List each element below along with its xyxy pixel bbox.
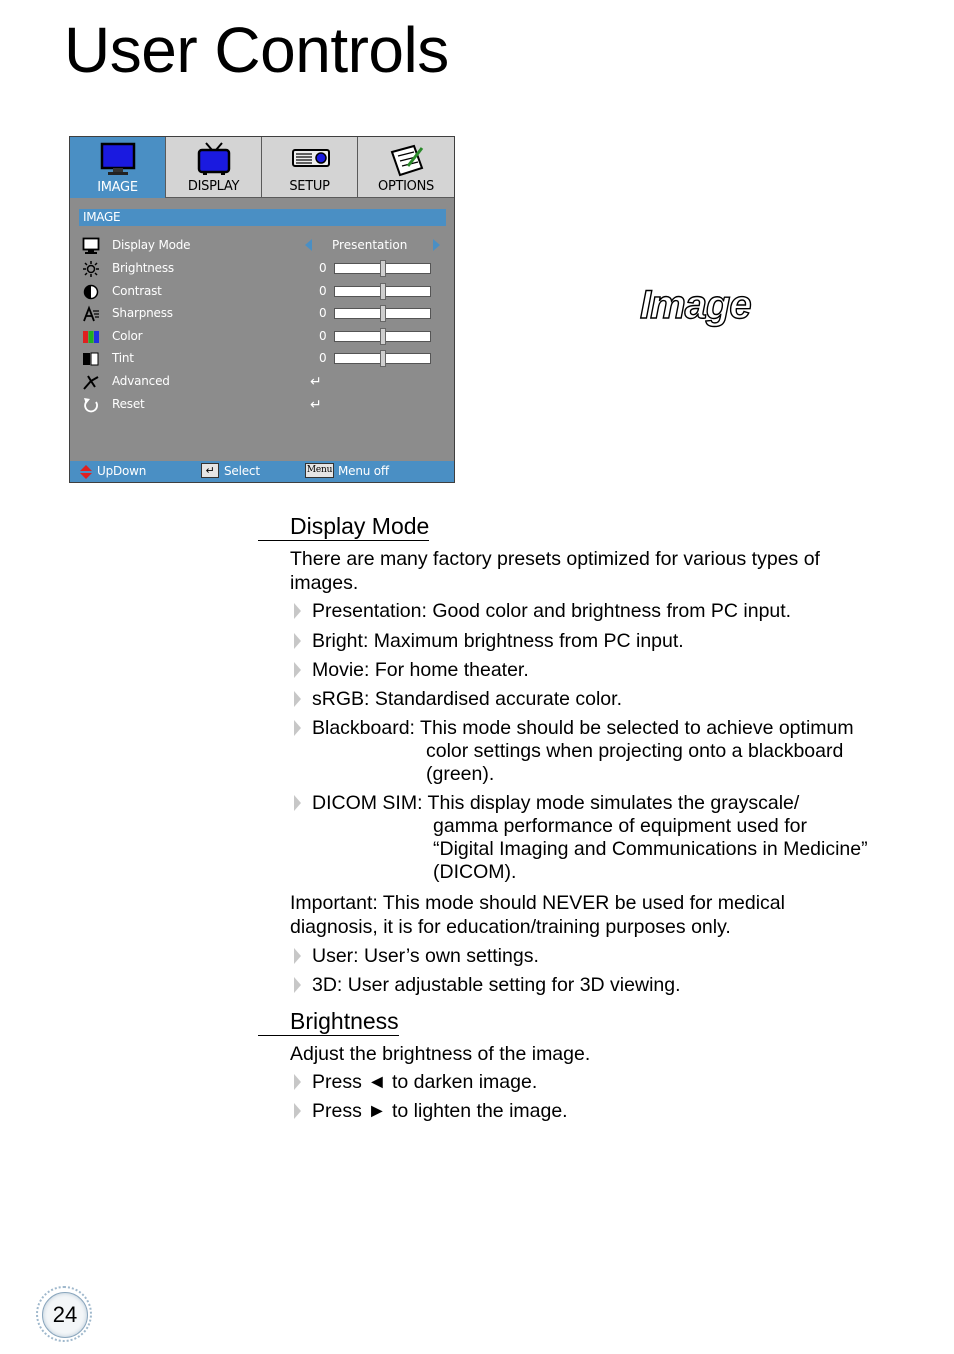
bullet-arrow-icon xyxy=(294,691,301,707)
brightness-intro: Adjust the brightness of the image. xyxy=(290,1043,591,1065)
slider-knob[interactable] xyxy=(380,260,386,277)
bullet-arrow-icon xyxy=(294,1074,301,1090)
updown-hint: UpDown xyxy=(97,464,147,478)
display-mode-icon xyxy=(82,237,100,255)
enter-icon: ↵ xyxy=(310,397,322,413)
bullet-arrow-icon xyxy=(294,1103,301,1119)
list-item xyxy=(294,792,868,884)
right-arrow-icon[interactable] xyxy=(433,239,440,251)
brightness-heading-text: Brightness xyxy=(290,1008,399,1034)
slider-knob[interactable] xyxy=(380,328,386,345)
brightness-heading xyxy=(258,1007,399,1036)
list-item xyxy=(294,600,791,623)
list-item xyxy=(294,945,539,968)
bullet-arrow-icon xyxy=(294,795,301,811)
tab-label: IMAGE xyxy=(97,180,138,195)
monitor-icon xyxy=(100,142,136,176)
list-item-continuation: color settings when projecting onto a blackboard xyxy=(426,740,844,762)
brightness-slider[interactable] xyxy=(334,263,431,274)
osd-row-label: Brightness xyxy=(112,261,174,275)
slider-value: 0 xyxy=(319,261,327,275)
enter-icon: ↵ xyxy=(310,374,322,390)
tab-label: DISPLAY xyxy=(187,179,240,194)
list-item-continuation: (DICOM). xyxy=(433,861,517,883)
list-item-text: Movie: For home theater. xyxy=(312,659,529,681)
select-hint: Select xyxy=(224,464,260,478)
list-item-continuation: (green). xyxy=(426,763,495,785)
tv-icon xyxy=(196,142,232,176)
list-item xyxy=(294,688,622,711)
osd-row-label: Tint xyxy=(112,351,134,365)
list-item-text: Bright: Maximum brightness from PC input. xyxy=(312,630,684,652)
contrast-icon xyxy=(82,283,100,301)
list-item-continuation: “Digital Imaging and Communications in Medicine” xyxy=(433,838,868,860)
tab-display[interactable] xyxy=(166,137,262,198)
tab-label: SETUP xyxy=(289,179,330,194)
menu-off-hint: Menu off xyxy=(338,464,389,478)
page-number: 24 xyxy=(42,1292,88,1338)
display-mode-heading xyxy=(258,512,429,541)
osd-row-label: Advanced xyxy=(112,374,170,388)
list-item xyxy=(294,659,529,682)
slider-knob[interactable] xyxy=(380,305,386,322)
left-arrow-icon[interactable] xyxy=(305,239,312,251)
slider-knob[interactable] xyxy=(380,350,386,367)
osd-row-color[interactable] xyxy=(82,327,446,347)
list-item-text: Presentation: Good color and brightness from PC input. xyxy=(312,600,792,622)
osd-row-label: Contrast xyxy=(112,284,162,298)
osd-row-contrast[interactable] xyxy=(82,282,446,302)
osd-row-label: Color xyxy=(112,329,143,343)
bullet-arrow-icon xyxy=(294,603,301,619)
list-item xyxy=(294,1100,568,1123)
bullet-arrow-icon xyxy=(294,662,301,678)
list-item-text: sRGB: Standardised accurate color. xyxy=(312,688,622,710)
color-icon xyxy=(82,328,100,346)
menu-key-icon: Menu xyxy=(305,463,334,478)
sharpness-icon xyxy=(82,305,100,323)
list-item-text: Blackboard: This mode should be selected to achieve optimum xyxy=(312,717,854,739)
list-item-text: Press ◄ to darken image. xyxy=(312,1071,538,1093)
brightness-icon xyxy=(82,260,100,278)
display-mode-intro: There are many factory presets optimized for various types of images. xyxy=(290,548,820,594)
display-mode-value: Presentation xyxy=(332,238,408,252)
osd-row-tint[interactable] xyxy=(82,349,446,369)
osd-menu xyxy=(69,136,455,483)
slider-knob[interactable] xyxy=(380,283,386,300)
list-item-text: 3D: User adjustable setting for 3D viewing. xyxy=(312,974,681,996)
list-item-text: User: User’s own settings. xyxy=(312,945,539,967)
bullet-arrow-icon xyxy=(294,633,301,649)
bullet-arrow-icon xyxy=(294,948,301,964)
reset-icon xyxy=(82,396,100,414)
important-note: Important: This mode should NEVER be used for medical diagnosis, it is for education/training purposes only. xyxy=(290,892,785,938)
page-title: User Controls xyxy=(64,14,449,86)
sharpness-slider[interactable] xyxy=(334,308,431,319)
tint-slider[interactable] xyxy=(334,353,431,364)
advanced-icon xyxy=(82,373,100,391)
osd-row-reset[interactable] xyxy=(82,395,446,415)
osd-row-display-mode[interactable] xyxy=(82,236,446,256)
tint-icon xyxy=(82,350,100,368)
projector-icon xyxy=(292,142,332,176)
osd-row-label: Reset xyxy=(112,397,145,411)
list-item xyxy=(294,974,681,997)
bullet-arrow-icon xyxy=(294,977,301,993)
slider-value: 0 xyxy=(319,306,327,320)
osd-tab-bar xyxy=(70,137,454,198)
osd-row-advanced[interactable] xyxy=(82,372,446,392)
osd-row-label: Display Mode xyxy=(112,238,191,252)
osd-footer xyxy=(70,461,454,482)
contrast-slider[interactable] xyxy=(334,286,431,297)
osd-row-brightness[interactable] xyxy=(82,259,446,279)
list-item-continuation: gamma performance of equipment used for xyxy=(433,815,807,837)
color-slider[interactable] xyxy=(334,331,431,342)
tab-setup[interactable] xyxy=(262,137,358,198)
notepad-icon xyxy=(388,142,428,178)
list-item-text: DICOM SIM: This display mode simulates the grayscale/ xyxy=(312,792,800,814)
bullet-arrow-icon xyxy=(294,720,301,736)
enter-key-icon: ↵ xyxy=(201,463,219,478)
section-heading: Image xyxy=(640,283,751,327)
slider-value: 0 xyxy=(319,351,327,365)
list-item xyxy=(294,717,854,786)
page-number-badge xyxy=(36,1286,92,1342)
slider-value: 0 xyxy=(319,284,327,298)
list-item xyxy=(294,630,684,653)
updown-icon xyxy=(80,465,92,479)
tab-label: OPTIONS xyxy=(378,179,434,194)
tab-options[interactable] xyxy=(358,137,454,198)
slider-value: 0 xyxy=(319,329,327,343)
osd-section-title: IMAGE xyxy=(79,209,446,226)
osd-row-sharpness[interactable] xyxy=(82,304,446,324)
tab-image[interactable] xyxy=(70,137,166,198)
list-item xyxy=(294,1071,537,1094)
list-item-text: Press ► to lighten the image. xyxy=(312,1100,568,1122)
osd-row-label: Sharpness xyxy=(112,306,173,320)
display-mode-heading-text: Display Mode xyxy=(290,513,430,539)
